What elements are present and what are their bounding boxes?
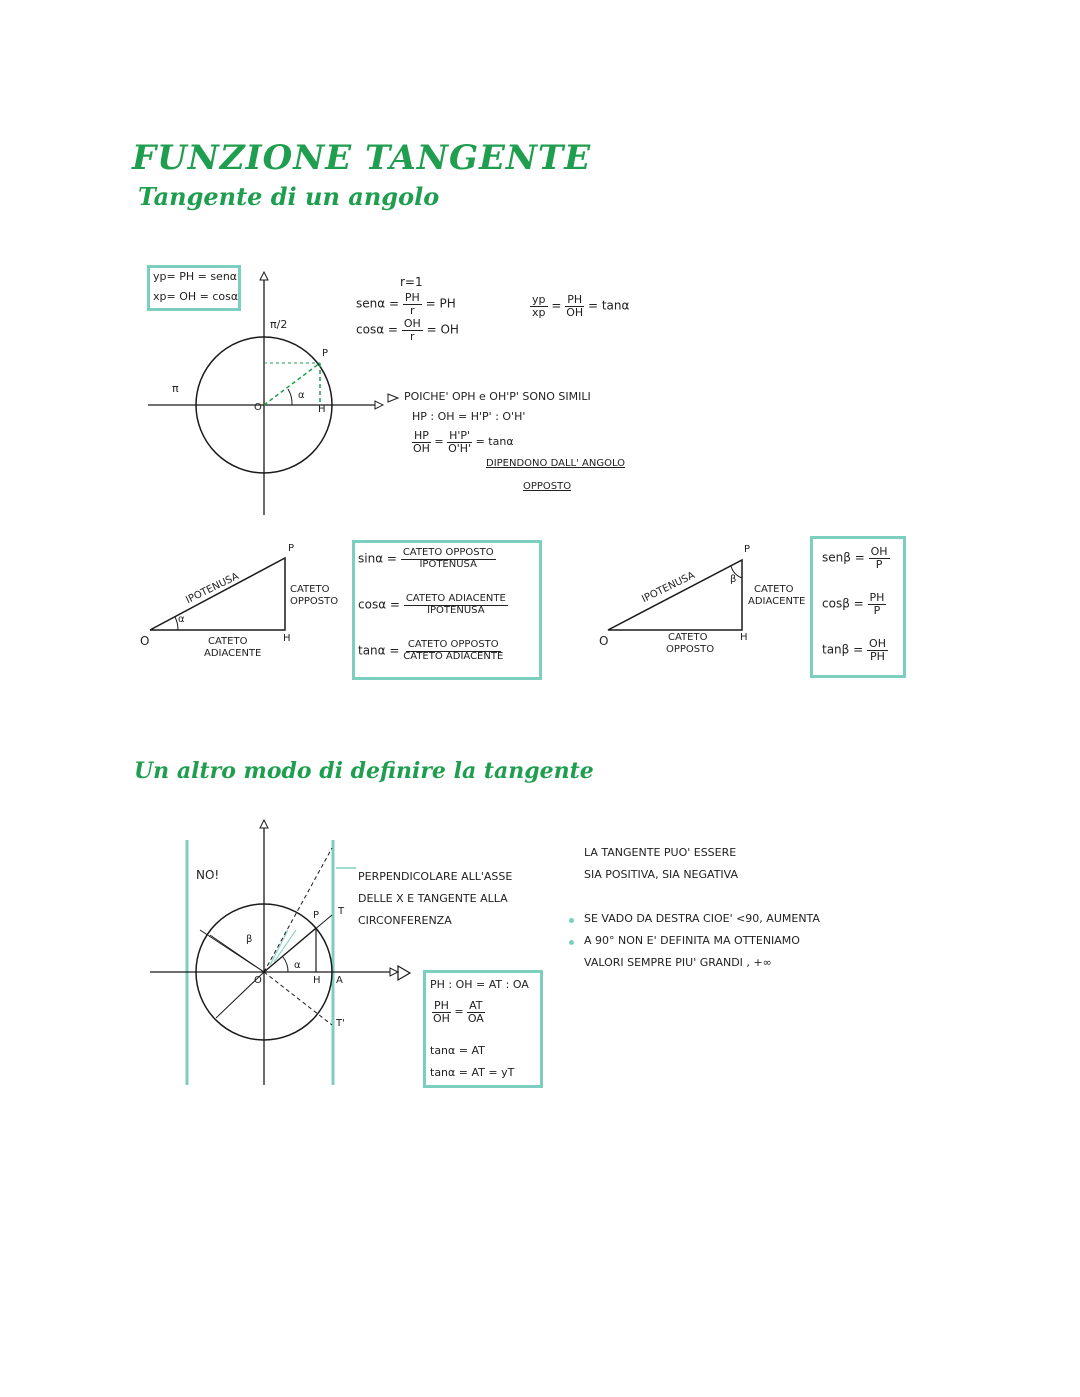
prop-at-oa-fraction: [467, 1000, 484, 1024]
note-2: SIA POSITIVA, SIA NEGATIVA: [584, 868, 738, 881]
tri2-p: P: [744, 544, 751, 555]
prop-at: AT: [469, 999, 483, 1012]
hp-prime: H'P': [449, 429, 471, 442]
cos-rhs: = OH: [426, 322, 459, 337]
beta-cos-den: P: [873, 603, 881, 617]
label-pi-half: π/2: [270, 318, 288, 331]
tri1-h: H: [283, 633, 291, 644]
oh2: OH: [412, 441, 430, 455]
oh-prime: O'H': [448, 441, 472, 455]
cos-num: OH: [403, 317, 421, 330]
radius-one: r=1: [400, 275, 423, 289]
legend-line-2: xp= OH = cosα: [153, 290, 239, 303]
def-cos-lhs: cosα =: [358, 597, 400, 612]
bullet-text-3: VALORI SEMPRE PIU' GRANDI , +∞: [584, 956, 772, 969]
beta-tan-den: PH: [870, 649, 885, 663]
def-tan-lhs: tanα =: [358, 643, 400, 658]
tan-rhs: = tanα: [587, 298, 630, 313]
similar-line-1: POICHE' OPH e OH'P' SONO SIMILI: [404, 390, 591, 403]
def-sin-num: CATETO OPPOSTO: [402, 547, 494, 558]
similar-line-4: DIPENDONO DALL' ANGOLO: [486, 458, 626, 469]
s2-label-p: P: [313, 910, 320, 921]
perp-line-1: PERPENDICOLARE ALL'ASSE: [358, 870, 513, 883]
prop-ph-oh-fraction: [432, 1000, 451, 1024]
s2-label-t: T: [338, 906, 345, 917]
section-2-title: Un altro modo di definire la tangente: [134, 758, 594, 784]
tri1-o: O: [140, 634, 150, 648]
beta-cos-lhs: cosβ =: [822, 596, 864, 611]
prop-oh: OH: [432, 1011, 450, 1025]
page-title: FUNZIONE TANGENTE: [132, 138, 592, 178]
prop-oa: OA: [467, 1011, 484, 1025]
bullet-text-1: SE VADO DA DESTRA CIOE' <90, AUMENTA: [584, 912, 820, 925]
prop-line-3: tanα = AT: [430, 1044, 485, 1057]
similar-line-3: $\frac{HP}{OH}$ = $\frac{H'P'}{O'H'}$ = tanα: [412, 429, 514, 455]
bullet-icon: [569, 940, 574, 945]
similar-line-2: HP : OH = H'P' : O'H': [412, 410, 526, 423]
perp-line-2: DELLE X E TANGENTE ALLA: [358, 892, 508, 905]
legend-line-1: yp= PH = senα: [153, 270, 238, 283]
prop-ph: PH: [434, 999, 449, 1012]
note-1: LA TANGENTE PUO' ESSERE: [584, 846, 737, 859]
def-sin-den: IPOTENUSA: [419, 558, 477, 570]
cos-lhs: cosα =: [356, 322, 398, 337]
prop-line-1: PH : OH = AT : OA: [430, 978, 529, 991]
perp-line-3: CIRCONFERENZA: [358, 914, 452, 927]
eq: =: [551, 298, 562, 313]
def-sin-lhs: sinα =: [358, 551, 397, 566]
label-origin: O: [254, 402, 262, 413]
sin-lhs: senα =: [356, 296, 400, 311]
tan-result: = tanα: [475, 435, 514, 449]
bullet-icon: [569, 918, 574, 923]
beta-sen-den: P: [875, 557, 883, 571]
tri2-adj-2: ADIACENTE: [748, 596, 806, 607]
tri2-beta: β: [730, 574, 737, 585]
prop-line-2: $\frac{PH}{OH}$ = $\frac{AT}{OA}$: [432, 999, 484, 1025]
beta-sen-num: OH: [870, 545, 888, 558]
tri2-opp-1: CATETO: [668, 632, 708, 643]
label-p: P: [322, 348, 329, 359]
def-cos-num: CATETO ADIACENTE: [405, 593, 506, 604]
def-tan-den: CATETO ADIACENTE: [403, 650, 504, 662]
label-h: H: [318, 404, 326, 415]
s2-label-a: A: [336, 975, 343, 986]
sin-num: PH: [404, 291, 420, 304]
tri2-opp-2: OPPOSTO: [666, 644, 715, 655]
no-label: NO!: [196, 868, 220, 882]
tri2-o: O: [599, 634, 609, 648]
label-pi: π: [172, 382, 179, 395]
tri1-opp-2: OPPOSTO: [290, 596, 339, 607]
s2-label-h: H: [313, 975, 321, 986]
label-alpha: α: [298, 390, 305, 401]
oh: OH: [566, 305, 584, 319]
page-subtitle: Tangente di un angolo: [138, 182, 440, 211]
yp: yp: [532, 293, 546, 306]
hp: HP: [414, 429, 429, 442]
tri1-adj-2: ADIACENTE: [204, 648, 262, 659]
s2-label-t-prime: T': [336, 1018, 345, 1029]
tri1-opp-1: CATETO: [290, 584, 330, 595]
tri2-adj-1: CATETO: [754, 584, 794, 595]
s2-label-alpha: α: [294, 960, 301, 971]
beta-tan-lhs: tanβ =: [822, 642, 864, 657]
s2-label-beta: β: [246, 934, 253, 945]
xp: xp: [532, 305, 546, 319]
sin-rhs: = PH: [425, 296, 456, 311]
beta-sen-lhs: senβ =: [822, 550, 865, 565]
beta-tan-num: OH: [869, 637, 886, 650]
tri2-hyp: IPOTENUSA: [640, 570, 697, 606]
tri2-h: H: [740, 632, 748, 643]
cos-den: r: [410, 329, 415, 343]
def-cos-den: IPOTENUSA: [427, 604, 485, 616]
def-tan-num: CATETO OPPOSTO: [407, 639, 499, 650]
prop-line-4: tanα = AT = yT: [430, 1066, 515, 1079]
tri1-hyp: IPOTENUSA: [184, 571, 241, 607]
tri1-adj-1: CATETO: [208, 636, 248, 647]
ph: PH: [567, 293, 583, 306]
similar-line-5: OPPOSTO: [523, 481, 572, 492]
tri1-alpha: α: [178, 614, 185, 625]
sin-den: r: [410, 303, 415, 317]
bullet-text-2: A 90° NON E' DEFINITA MA OTTENIAMO: [584, 934, 800, 947]
beta-cos-num: PH: [869, 591, 885, 604]
s2-label-o: O: [254, 975, 262, 986]
tri1-p: P: [288, 543, 295, 554]
